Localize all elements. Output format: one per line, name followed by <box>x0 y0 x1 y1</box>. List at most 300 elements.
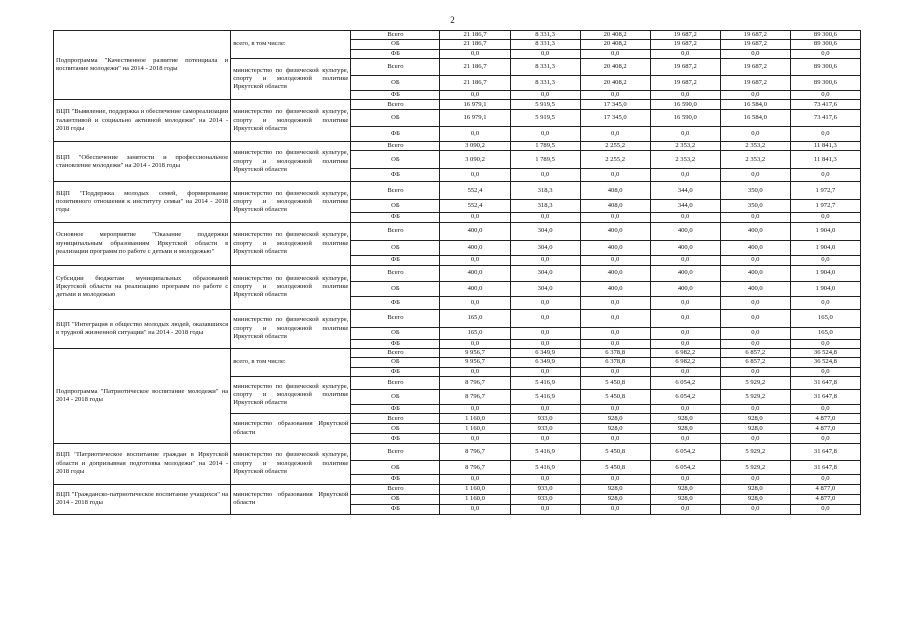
source-cell: Всего <box>351 58 440 75</box>
total-cell: 11 841,3 <box>790 151 860 169</box>
year-2017-cell: 19 687,2 <box>650 31 720 40</box>
year-2018-cell: 16 584,0 <box>720 110 790 127</box>
year-2014-cell: 0,0 <box>440 213 510 222</box>
year-2016-cell: 0,0 <box>580 309 650 327</box>
source-cell: ОБ <box>351 200 440 213</box>
total-cell: 0,0 <box>790 213 860 222</box>
year-2015-cell: 0,0 <box>510 404 580 413</box>
year-2017-cell: 6 054,2 <box>650 389 720 404</box>
year-2014-cell: 0,0 <box>440 127 510 142</box>
total-cell: 0,0 <box>790 339 860 348</box>
year-2016-cell: 400,0 <box>580 265 650 281</box>
year-2014-cell: 0,0 <box>440 90 510 99</box>
year-2016-cell: 5 450,8 <box>580 444 650 461</box>
program-cell: ВЦП "Гражданско-патриотическое воспитание учащихся" на 2014 - 2018 годы <box>54 484 231 514</box>
year-2015-cell: 0,0 <box>510 169 580 182</box>
year-2018-cell: 5 929,2 <box>720 376 790 389</box>
year-2018-cell: 19 687,2 <box>720 40 790 49</box>
total-cell: 36 524,8 <box>790 349 860 358</box>
source-cell: ФБ <box>351 339 440 348</box>
total-cell: 1 972,7 <box>790 182 860 200</box>
total-cell: 1 904,0 <box>790 281 860 296</box>
total-cell: 89 300,6 <box>790 40 860 49</box>
year-2018-cell: 0,0 <box>720 90 790 99</box>
year-2015-cell: 0,0 <box>510 504 580 514</box>
total-cell: 31 647,8 <box>790 444 860 461</box>
year-2017-cell: 344,0 <box>650 182 720 200</box>
year-2017-cell: 928,0 <box>650 414 720 424</box>
source-cell: Всего <box>351 182 440 200</box>
year-2018-cell: 5 929,2 <box>720 389 790 404</box>
total-cell: 73 417,6 <box>790 110 860 127</box>
total-cell: 165,0 <box>790 309 860 327</box>
year-2018-cell: 6 857,2 <box>720 358 790 367</box>
year-2018-cell: 350,0 <box>720 200 790 213</box>
table-row <box>54 142 861 151</box>
year-2018-cell: 0,0 <box>720 296 790 309</box>
year-2015-cell: 1 789,5 <box>510 142 580 151</box>
year-2014-cell: 400,0 <box>440 265 510 281</box>
year-2017-cell: 2 353,2 <box>650 142 720 151</box>
source-cell: ОБ <box>351 75 440 90</box>
year-2015-cell: 0,0 <box>510 475 580 484</box>
year-2014-cell: 552,4 <box>440 200 510 213</box>
year-2014-cell: 8 796,7 <box>440 376 510 389</box>
table-row <box>54 309 861 327</box>
table-row <box>54 484 861 494</box>
year-2014-cell: 0,0 <box>440 49 510 58</box>
year-2015-cell: 304,0 <box>510 265 580 281</box>
year-2017-cell: 2 353,2 <box>650 151 720 169</box>
source-cell: ФБ <box>351 475 440 484</box>
responsible-cell: министерство образования Иркутской области <box>231 414 351 444</box>
program-cell: Основное мероприятие "Оказание поддержки муниципальным образованиям Иркутской области в реализации программ по работе с детьми и молодежью" <box>54 222 231 265</box>
responsible-cell: министерство по физической культуре, спорту и молодежной политике Иркутской области <box>231 142 351 182</box>
year-2018-cell: 400,0 <box>720 281 790 296</box>
program-cell: Подпрограмма "Патриотическое воспитание молодежи" на 2014 - 2018 годы <box>54 349 231 444</box>
year-2018-cell: 0,0 <box>720 367 790 376</box>
year-2014-cell: 0,0 <box>440 296 510 309</box>
year-2017-cell: 0,0 <box>650 404 720 413</box>
year-2016-cell: 400,0 <box>580 240 650 255</box>
year-2015-cell: 5 416,9 <box>510 376 580 389</box>
year-2017-cell: 19 687,2 <box>650 75 720 90</box>
year-2016-cell: 5 450,8 <box>580 461 650 475</box>
year-2017-cell: 0,0 <box>650 475 720 484</box>
year-2015-cell: 0,0 <box>510 213 580 222</box>
year-2017-cell: 928,0 <box>650 484 720 494</box>
year-2018-cell: 0,0 <box>720 504 790 514</box>
source-cell: ОБ <box>351 40 440 49</box>
year-2015-cell: 5 416,9 <box>510 461 580 475</box>
responsible-cell: министерство по физической культуре, спорту и молодежной политике Иркутской области <box>231 265 351 309</box>
source-cell: ОБ <box>351 358 440 367</box>
year-2014-cell: 552,4 <box>440 182 510 200</box>
year-2016-cell: 20 408,2 <box>580 75 650 90</box>
year-2015-cell: 5 919,5 <box>510 100 580 110</box>
year-2014-cell: 8 796,7 <box>440 444 510 461</box>
year-2018-cell: 19 687,2 <box>720 58 790 75</box>
year-2015-cell: 0,0 <box>510 127 580 142</box>
year-2016-cell: 20 408,2 <box>580 31 650 40</box>
year-2014-cell: 400,0 <box>440 240 510 255</box>
source-cell: ФБ <box>351 296 440 309</box>
source-cell: ФБ <box>351 213 440 222</box>
year-2015-cell: 933,0 <box>510 484 580 494</box>
year-2014-cell: 3 090,2 <box>440 151 510 169</box>
year-2018-cell: 5 929,2 <box>720 461 790 475</box>
year-2018-cell: 0,0 <box>720 213 790 222</box>
year-2017-cell: 400,0 <box>650 265 720 281</box>
year-2015-cell: 304,0 <box>510 222 580 240</box>
program-cell: Субсидии бюджетам муниципальных образований Иркутской области на реализацию программ по работе с детьми и молодежью <box>54 265 231 309</box>
year-2018-cell: 928,0 <box>720 494 790 504</box>
year-2015-cell: 933,0 <box>510 494 580 504</box>
year-2016-cell: 0,0 <box>580 255 650 265</box>
year-2017-cell: 0,0 <box>650 49 720 58</box>
year-2017-cell: 0,0 <box>650 504 720 514</box>
source-cell: Всего <box>351 349 440 358</box>
year-2016-cell: 0,0 <box>580 434 650 444</box>
source-cell: ОБ <box>351 424 440 434</box>
year-2015-cell: 0,0 <box>510 90 580 99</box>
year-2015-cell: 6 349,9 <box>510 358 580 367</box>
year-2016-cell: 0,0 <box>580 367 650 376</box>
source-cell: Всего <box>351 100 440 110</box>
total-cell: 4 877,0 <box>790 494 860 504</box>
year-2014-cell: 21 186,7 <box>440 75 510 90</box>
year-2014-cell: 21 186,7 <box>440 31 510 40</box>
year-2017-cell: 0,0 <box>650 434 720 444</box>
year-2017-cell: 16 590,0 <box>650 110 720 127</box>
year-2014-cell: 0,0 <box>440 339 510 348</box>
year-2017-cell: 400,0 <box>650 240 720 255</box>
table-row <box>54 31 861 40</box>
year-2016-cell: 400,0 <box>580 222 650 240</box>
year-2014-cell: 1 160,0 <box>440 414 510 424</box>
total-cell: 0,0 <box>790 296 860 309</box>
year-2015-cell: 0,0 <box>510 339 580 348</box>
source-cell: ОБ <box>351 389 440 404</box>
year-2014-cell: 9 956,7 <box>440 349 510 358</box>
source-cell: ФБ <box>351 49 440 58</box>
year-2016-cell: 928,0 <box>580 414 650 424</box>
source-cell: Всего <box>351 31 440 40</box>
year-2018-cell: 6 857,2 <box>720 349 790 358</box>
year-2016-cell: 0,0 <box>580 327 650 339</box>
table-row <box>54 265 861 281</box>
year-2016-cell: 0,0 <box>580 339 650 348</box>
year-2018-cell: 928,0 <box>720 484 790 494</box>
year-2014-cell: 0,0 <box>440 504 510 514</box>
year-2016-cell: 0,0 <box>580 90 650 99</box>
year-2015-cell: 0,0 <box>510 49 580 58</box>
source-cell: ФБ <box>351 367 440 376</box>
year-2018-cell: 16 584,0 <box>720 100 790 110</box>
year-2014-cell: 165,0 <box>440 327 510 339</box>
total-cell: 4 877,0 <box>790 424 860 434</box>
total-cell: 4 877,0 <box>790 484 860 494</box>
year-2016-cell: 408,0 <box>580 182 650 200</box>
year-2014-cell: 400,0 <box>440 281 510 296</box>
program-cell: ВЦП "Поддержка молодых семей, формирование позитивного отношения к институту семьи" на 2014 - 2018 годы <box>54 182 231 222</box>
total-cell: 165,0 <box>790 327 860 339</box>
source-cell: Всего <box>351 222 440 240</box>
source-cell: Всего <box>351 376 440 389</box>
year-2016-cell: 2 255,2 <box>580 151 650 169</box>
year-2015-cell: 318,3 <box>510 200 580 213</box>
year-2015-cell: 318,3 <box>510 182 580 200</box>
year-2017-cell: 928,0 <box>650 494 720 504</box>
year-2015-cell: 0,0 <box>510 367 580 376</box>
year-2017-cell: 0,0 <box>650 296 720 309</box>
year-2015-cell: 0,0 <box>510 309 580 327</box>
table-row <box>54 444 861 461</box>
year-2018-cell: 0,0 <box>720 475 790 484</box>
program-cell: ВЦП "Патриотическое воспитание граждан в Иркутской области и допризывная подготовка молодежи" на 2014 - 2018 годы <box>54 444 231 484</box>
source-cell: Всего <box>351 444 440 461</box>
year-2018-cell: 2 353,2 <box>720 142 790 151</box>
year-2018-cell: 0,0 <box>720 49 790 58</box>
year-2014-cell: 8 796,7 <box>440 461 510 475</box>
year-2016-cell: 2 255,2 <box>580 142 650 151</box>
total-cell: 73 417,6 <box>790 100 860 110</box>
year-2018-cell: 0,0 <box>720 339 790 348</box>
year-2017-cell: 0,0 <box>650 309 720 327</box>
year-2015-cell: 5 416,9 <box>510 389 580 404</box>
year-2016-cell: 5 450,8 <box>580 389 650 404</box>
year-2016-cell: 0,0 <box>580 504 650 514</box>
year-2016-cell: 17 345,0 <box>580 110 650 127</box>
year-2016-cell: 0,0 <box>580 404 650 413</box>
year-2016-cell: 20 408,2 <box>580 40 650 49</box>
year-2018-cell: 0,0 <box>720 404 790 413</box>
source-cell: ФБ <box>351 504 440 514</box>
year-2017-cell: 6 054,2 <box>650 461 720 475</box>
year-2017-cell: 0,0 <box>650 213 720 222</box>
year-2018-cell: 928,0 <box>720 414 790 424</box>
total-cell: 89 300,6 <box>790 75 860 90</box>
total-cell: 89 300,6 <box>790 58 860 75</box>
year-2017-cell: 6 982,2 <box>650 349 720 358</box>
total-cell: 11 841,3 <box>790 142 860 151</box>
year-2016-cell: 0,0 <box>580 213 650 222</box>
year-2014-cell: 400,0 <box>440 222 510 240</box>
year-2016-cell: 928,0 <box>580 494 650 504</box>
year-2015-cell: 8 331,3 <box>510 58 580 75</box>
year-2014-cell: 21 186,7 <box>440 58 510 75</box>
table-row <box>54 100 861 110</box>
year-2015-cell: 0,0 <box>510 327 580 339</box>
year-2018-cell: 0,0 <box>720 434 790 444</box>
source-cell: ФБ <box>351 127 440 142</box>
source-cell: ФБ <box>351 404 440 413</box>
total-cell: 89 300,6 <box>790 31 860 40</box>
year-2014-cell: 0,0 <box>440 404 510 413</box>
year-2016-cell: 408,0 <box>580 200 650 213</box>
year-2016-cell: 0,0 <box>580 127 650 142</box>
program-cell: ВЦП "Выявление, поддержка и обеспечение самореализации талантливой и социально активной молодежи" на 2014 - 2018 годы <box>54 100 231 142</box>
source-cell: ОБ <box>351 110 440 127</box>
source-cell: ОБ <box>351 240 440 255</box>
year-2018-cell: 400,0 <box>720 265 790 281</box>
year-2014-cell: 8 796,7 <box>440 389 510 404</box>
table-row <box>54 182 861 200</box>
year-2017-cell: 0,0 <box>650 255 720 265</box>
total-cell: 1 972,7 <box>790 200 860 213</box>
year-2018-cell: 928,0 <box>720 424 790 434</box>
responsible-cell: министерство по физической культуре, спорту и молодежной политике Иркутской области <box>231 376 351 413</box>
program-cell: ВЦП "Интеграция в общество молодых людей, оказавшихся в трудной жизненной ситуации" на 2014 - 2018 годы <box>54 309 231 348</box>
year-2016-cell: 0,0 <box>580 169 650 182</box>
total-cell: 1 904,0 <box>790 265 860 281</box>
year-2014-cell: 1 160,0 <box>440 494 510 504</box>
year-2015-cell: 304,0 <box>510 240 580 255</box>
year-2017-cell: 0,0 <box>650 339 720 348</box>
source-cell: ФБ <box>351 434 440 444</box>
year-2018-cell: 0,0 <box>720 169 790 182</box>
year-2017-cell: 0,0 <box>650 169 720 182</box>
year-2015-cell: 0,0 <box>510 255 580 265</box>
source-cell: Всего <box>351 265 440 281</box>
total-cell: 1 904,0 <box>790 240 860 255</box>
total-cell: 4 877,0 <box>790 414 860 424</box>
year-2014-cell: 16 979,1 <box>440 110 510 127</box>
year-2015-cell: 8 331,3 <box>510 75 580 90</box>
year-2015-cell: 933,0 <box>510 424 580 434</box>
year-2016-cell: 17 345,0 <box>580 100 650 110</box>
year-2017-cell: 400,0 <box>650 222 720 240</box>
source-cell: ФБ <box>351 90 440 99</box>
year-2014-cell: 0,0 <box>440 475 510 484</box>
year-2017-cell: 19 687,2 <box>650 58 720 75</box>
responsible-cell: министерство по физической культуре, спорту и молодежной политике Иркутской области <box>231 58 351 99</box>
year-2015-cell: 304,0 <box>510 281 580 296</box>
year-2014-cell: 16 979,1 <box>440 100 510 110</box>
total-cell: 0,0 <box>790 49 860 58</box>
source-cell: Всего <box>351 309 440 327</box>
total-cell: 0,0 <box>790 504 860 514</box>
program-cell: Подпрограмма "Качественное развитие потенциала и воспитание молодежи" на 2014 - 2018 годы <box>54 31 231 100</box>
year-2018-cell: 0,0 <box>720 309 790 327</box>
responsible-cell: министерство по физической культуре, спорту и молодежной политике Иркутской области <box>231 309 351 348</box>
source-cell: ФБ <box>351 255 440 265</box>
year-2014-cell: 0,0 <box>440 434 510 444</box>
year-2016-cell: 0,0 <box>580 475 650 484</box>
year-2015-cell: 0,0 <box>510 296 580 309</box>
year-2016-cell: 20 408,2 <box>580 58 650 75</box>
source-cell: ОБ <box>351 494 440 504</box>
total-cell: 0,0 <box>790 255 860 265</box>
total-cell: 0,0 <box>790 404 860 413</box>
source-cell: ОБ <box>351 327 440 339</box>
year-2017-cell: 19 687,2 <box>650 40 720 49</box>
year-2017-cell: 400,0 <box>650 281 720 296</box>
total-cell: 1 904,0 <box>790 222 860 240</box>
page-number: 2 <box>450 15 455 25</box>
responsible-cell: министерство по физической культуре, спорту и молодежной политике Иркутской области <box>231 444 351 484</box>
year-2014-cell: 1 160,0 <box>440 424 510 434</box>
year-2017-cell: 0,0 <box>650 367 720 376</box>
source-cell: Всего <box>351 484 440 494</box>
year-2016-cell: 6 378,8 <box>580 349 650 358</box>
year-2018-cell: 0,0 <box>720 127 790 142</box>
total-cell: 36 524,8 <box>790 358 860 367</box>
year-2018-cell: 5 929,2 <box>720 444 790 461</box>
total-cell: 0,0 <box>790 434 860 444</box>
year-2016-cell: 6 378,8 <box>580 358 650 367</box>
year-2018-cell: 19 687,2 <box>720 31 790 40</box>
total-cell: 0,0 <box>790 127 860 142</box>
year-2016-cell: 928,0 <box>580 484 650 494</box>
responsible-cell: министерство по физической культуре, спорту и молодежной политике Иркутской области <box>231 222 351 265</box>
year-2016-cell: 0,0 <box>580 296 650 309</box>
year-2017-cell: 0,0 <box>650 127 720 142</box>
source-cell: ОБ <box>351 281 440 296</box>
year-2018-cell: 0,0 <box>720 255 790 265</box>
total-cell: 31 647,8 <box>790 376 860 389</box>
year-2017-cell: 6 982,2 <box>650 358 720 367</box>
year-2018-cell: 0,0 <box>720 327 790 339</box>
year-2018-cell: 400,0 <box>720 222 790 240</box>
year-2015-cell: 5 919,5 <box>510 110 580 127</box>
source-cell: ФБ <box>351 169 440 182</box>
year-2017-cell: 0,0 <box>650 90 720 99</box>
year-2015-cell: 1 789,5 <box>510 151 580 169</box>
total-cell: 0,0 <box>790 475 860 484</box>
year-2018-cell: 350,0 <box>720 182 790 200</box>
year-2018-cell: 19 687,2 <box>720 75 790 90</box>
year-2014-cell: 3 090,2 <box>440 142 510 151</box>
total-cell: 0,0 <box>790 367 860 376</box>
year-2014-cell: 165,0 <box>440 309 510 327</box>
year-2017-cell: 6 054,2 <box>650 444 720 461</box>
year-2014-cell: 21 186,7 <box>440 40 510 49</box>
year-2014-cell: 0,0 <box>440 367 510 376</box>
responsible-cell: министерство по физической культуре, спорту и молодежной политике Иркутской области <box>231 182 351 222</box>
source-cell: ОБ <box>351 151 440 169</box>
year-2015-cell: 5 416,9 <box>510 444 580 461</box>
source-cell: Всего <box>351 414 440 424</box>
year-2017-cell: 0,0 <box>650 327 720 339</box>
year-2017-cell: 6 054,2 <box>650 376 720 389</box>
year-2016-cell: 928,0 <box>580 424 650 434</box>
year-2017-cell: 344,0 <box>650 200 720 213</box>
year-2014-cell: 1 160,0 <box>440 484 510 494</box>
total-cell: 31 647,8 <box>790 461 860 475</box>
year-2018-cell: 2 353,2 <box>720 151 790 169</box>
year-2016-cell: 5 450,8 <box>580 376 650 389</box>
year-2015-cell: 8 331,3 <box>510 40 580 49</box>
year-2015-cell: 933,0 <box>510 414 580 424</box>
responsible-cell: всего, в том числе: <box>231 349 351 377</box>
year-2017-cell: 16 590,0 <box>650 100 720 110</box>
year-2015-cell: 0,0 <box>510 434 580 444</box>
total-cell: 0,0 <box>790 169 860 182</box>
total-cell: 0,0 <box>790 90 860 99</box>
budget-table <box>53 30 861 515</box>
source-cell: ОБ <box>351 461 440 475</box>
year-2016-cell: 400,0 <box>580 281 650 296</box>
responsible-cell: министерство по физической культуре, спорту и молодежной политике Иркутской области <box>231 100 351 142</box>
year-2014-cell: 0,0 <box>440 255 510 265</box>
responsible-cell: министерство образования Иркутской области <box>231 484 351 514</box>
year-2017-cell: 928,0 <box>650 424 720 434</box>
year-2015-cell: 8 331,3 <box>510 31 580 40</box>
table-row <box>54 222 861 240</box>
year-2014-cell: 9 956,7 <box>440 358 510 367</box>
year-2015-cell: 6 349,9 <box>510 349 580 358</box>
